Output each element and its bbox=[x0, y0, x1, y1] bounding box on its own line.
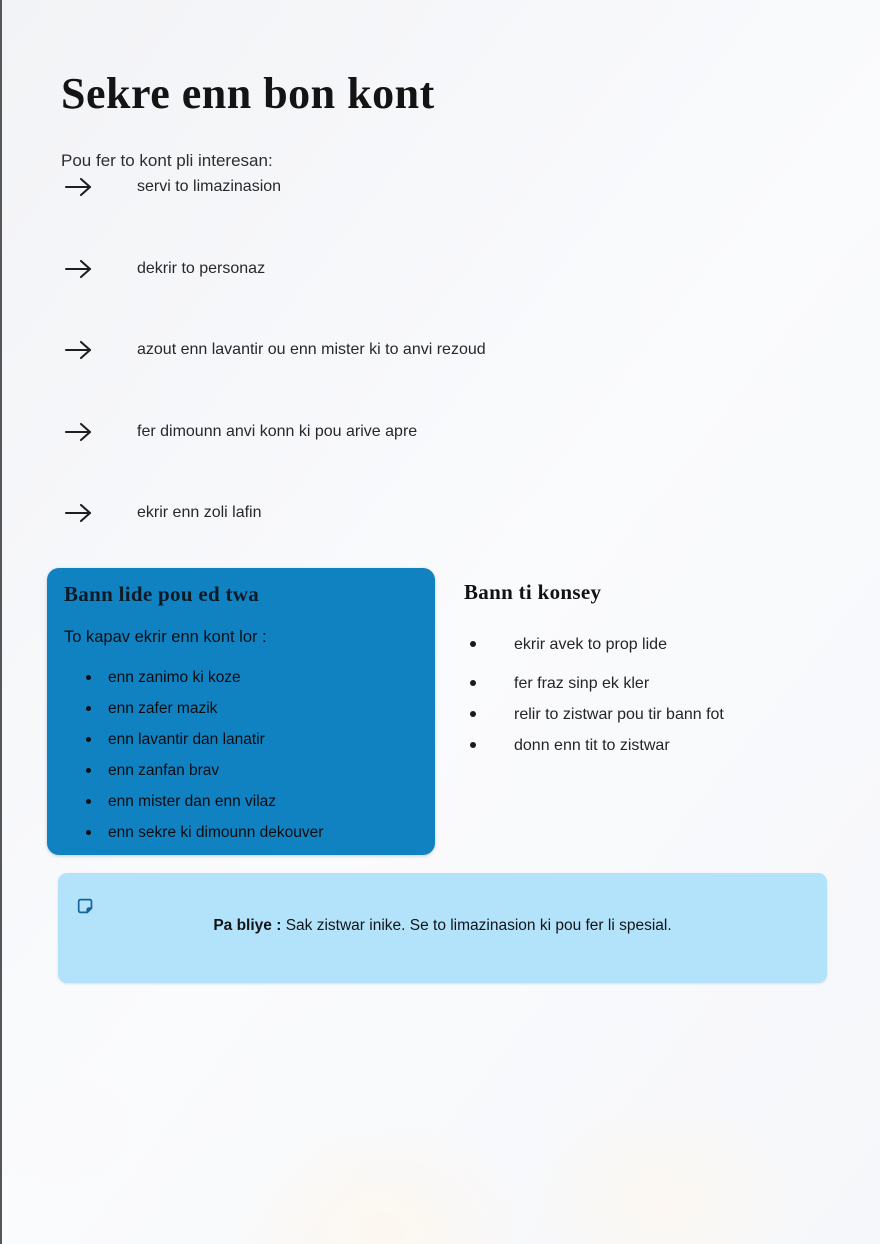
list-item bbox=[64, 817, 419, 848]
reminder-label: Pa bliye : bbox=[213, 917, 282, 934]
list-item-label: relir to zistwar pou tir bann fot bbox=[514, 706, 724, 723]
list-item bbox=[64, 786, 419, 817]
list-item bbox=[464, 668, 834, 699]
list-item-label: fer fraz sinp ek kler bbox=[514, 675, 650, 692]
bullet-icon bbox=[470, 680, 476, 686]
list-item bbox=[64, 693, 419, 724]
list-item-label: dekrir to personaz bbox=[137, 259, 266, 277]
note-icon bbox=[77, 897, 94, 915]
list-item-label: azout enn lavantir ou enn mister ki to anvi rezoud bbox=[137, 341, 486, 358]
bullet-icon bbox=[86, 768, 91, 773]
list-item bbox=[64, 662, 419, 693]
list-item bbox=[64, 249, 486, 289]
list-item-label: enn zanimo ki koze bbox=[108, 669, 241, 686]
tips-list bbox=[464, 629, 834, 761]
arrow-right-icon bbox=[64, 176, 93, 198]
list-item-label: servi to limazinasion bbox=[137, 178, 282, 195]
list-item-label: enn mister dan enn vilaz bbox=[108, 793, 277, 810]
list-item-label: enn zafer mazik bbox=[108, 700, 218, 717]
list-item-label: enn lavantir dan lanatir bbox=[108, 731, 265, 748]
arrow-right-icon bbox=[64, 258, 93, 280]
bullet-icon bbox=[86, 799, 91, 804]
bullet-icon bbox=[86, 737, 91, 742]
bullet-icon bbox=[470, 742, 476, 748]
reminder-callout bbox=[58, 873, 827, 983]
ideas-list bbox=[64, 662, 419, 848]
list-item-label: enn sekre ki dimounn dekouver bbox=[108, 824, 324, 841]
tips-column bbox=[464, 568, 834, 761]
ideas-card bbox=[47, 568, 435, 855]
arrow-list bbox=[64, 167, 486, 575]
arrow-right-icon bbox=[64, 421, 93, 443]
list-item bbox=[64, 167, 486, 207]
list-item-label: ekrir enn zoli lafin bbox=[137, 504, 262, 521]
bullet-icon bbox=[470, 711, 476, 717]
arrow-right-icon bbox=[64, 339, 93, 361]
list-item-label: donn enn tit to zistwar bbox=[514, 737, 670, 754]
page-title: Sekre enn bon kont bbox=[61, 69, 435, 119]
list-item-label: enn zanfan brav bbox=[108, 762, 220, 779]
list-item bbox=[64, 493, 486, 533]
bullet-icon bbox=[86, 706, 91, 711]
bullet-icon bbox=[470, 641, 476, 647]
intro-text: Pou fer to kont pli interesan: bbox=[61, 151, 273, 170]
list-item bbox=[464, 730, 834, 761]
bullet-icon bbox=[86, 830, 91, 835]
list-item-label: ekrir avek to prop lide bbox=[514, 636, 667, 653]
ideas-card-subtitle: To kapav ekrir enn kont lor : bbox=[64, 628, 267, 646]
list-item-label: fer dimounn anvi konn ki pou arive apre bbox=[137, 422, 418, 440]
two-column-section bbox=[47, 568, 847, 855]
reminder-body: Sak zistwar inike. Se to limazinasion ki pou fer li spesial. bbox=[285, 917, 672, 934]
list-item bbox=[464, 629, 834, 660]
list-item bbox=[464, 699, 834, 730]
list-item bbox=[64, 755, 419, 786]
reminder-text bbox=[58, 917, 827, 935]
arrow-right-icon bbox=[64, 502, 93, 524]
list-item bbox=[64, 412, 486, 452]
list-item bbox=[64, 330, 486, 370]
tips-title: Bann ti konsey bbox=[464, 580, 602, 604]
ideas-card-title: Bann lide pou ed twa bbox=[64, 582, 260, 606]
bullet-icon bbox=[86, 675, 91, 680]
list-item bbox=[64, 724, 419, 755]
